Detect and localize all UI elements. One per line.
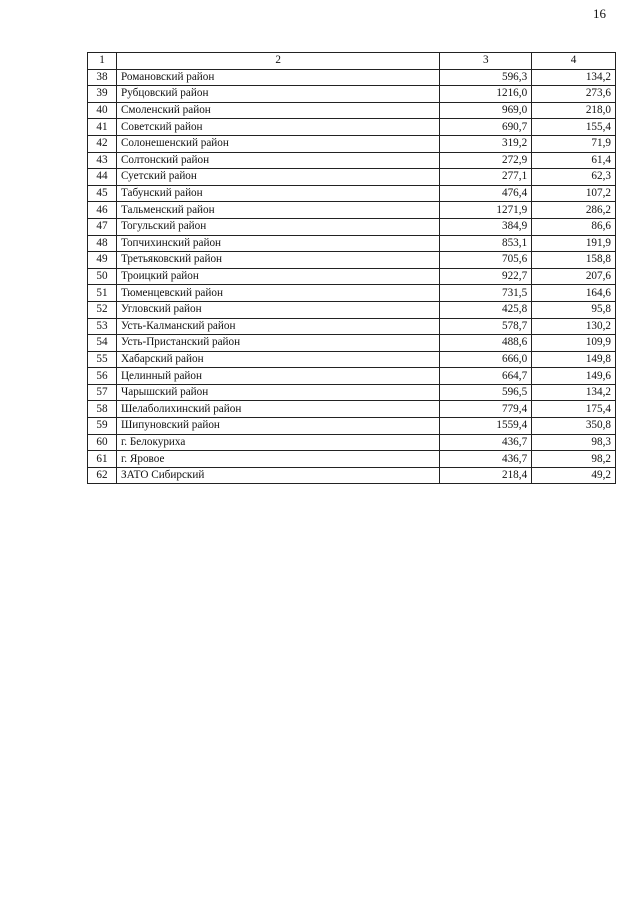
- value-col-3: 596,5: [440, 384, 532, 401]
- value-col-4: 95,8: [532, 301, 616, 318]
- table-row: [88, 169, 616, 186]
- value-col-3: 1559,4: [440, 418, 532, 435]
- value-col-3: 277,1: [440, 169, 532, 186]
- row-number: 46: [88, 202, 117, 219]
- row-number: 51: [88, 285, 117, 302]
- value-col-4: 350,8: [532, 418, 616, 435]
- value-col-4: 86,6: [532, 218, 616, 235]
- district-name: Усть-Калманский район: [116, 318, 439, 335]
- district-name: Тогульский район: [116, 218, 439, 235]
- district-name: Смоленский район: [116, 102, 439, 119]
- column-header: 2: [116, 53, 439, 70]
- value-col-3: 731,5: [440, 285, 532, 302]
- table-row: [88, 202, 616, 219]
- row-number: 45: [88, 185, 117, 202]
- district-name: Хабарский район: [116, 351, 439, 368]
- value-col-4: 109,9: [532, 335, 616, 352]
- value-col-4: 71,9: [532, 135, 616, 152]
- value-col-3: 922,7: [440, 268, 532, 285]
- row-number: 57: [88, 384, 117, 401]
- table-row: [88, 152, 616, 169]
- table-row: [88, 69, 616, 86]
- district-name: Шелаболихинский район: [116, 401, 439, 418]
- value-col-4: 134,2: [532, 69, 616, 86]
- column-header: 1: [88, 53, 117, 70]
- value-col-4: 207,6: [532, 268, 616, 285]
- table-row: [88, 401, 616, 418]
- table-row: [88, 135, 616, 152]
- district-name: Суетский район: [116, 169, 439, 186]
- district-name: Шипуновский район: [116, 418, 439, 435]
- table-row: [88, 384, 616, 401]
- district-name: Солтонский район: [116, 152, 439, 169]
- district-name: Чарышский район: [116, 384, 439, 401]
- row-number: 58: [88, 401, 117, 418]
- row-number: 60: [88, 434, 117, 451]
- table-row: [88, 301, 616, 318]
- table-body: [88, 69, 616, 484]
- data-table: [87, 52, 616, 484]
- value-col-4: 107,2: [532, 185, 616, 202]
- value-col-3: 218,4: [440, 467, 532, 484]
- table-row: [88, 102, 616, 119]
- table-row: [88, 268, 616, 285]
- district-name: ЗАТО Сибирский: [116, 467, 439, 484]
- value-col-3: 664,7: [440, 368, 532, 385]
- row-number: 39: [88, 86, 117, 103]
- value-col-3: 488,6: [440, 335, 532, 352]
- page-number: 16: [593, 6, 606, 21]
- value-col-4: 134,2: [532, 384, 616, 401]
- value-col-4: 191,9: [532, 235, 616, 252]
- value-col-3: 476,4: [440, 185, 532, 202]
- row-number: 55: [88, 351, 117, 368]
- row-number: 59: [88, 418, 117, 435]
- value-col-3: 705,6: [440, 252, 532, 269]
- district-name: Романовский район: [116, 69, 439, 86]
- row-number: 56: [88, 368, 117, 385]
- table-row: [88, 86, 616, 103]
- value-col-4: 49,2: [532, 467, 616, 484]
- district-name: Угловский район: [116, 301, 439, 318]
- district-name: Тальменский район: [116, 202, 439, 219]
- row-number: 54: [88, 335, 117, 352]
- value-col-4: 149,6: [532, 368, 616, 385]
- value-col-3: 969,0: [440, 102, 532, 119]
- value-col-3: 425,8: [440, 301, 532, 318]
- table-row: [88, 368, 616, 385]
- value-col-4: 98,2: [532, 451, 616, 468]
- district-name: Рубцовский район: [116, 86, 439, 103]
- value-col-3: 596,3: [440, 69, 532, 86]
- value-col-4: 155,4: [532, 119, 616, 136]
- value-col-3: 319,2: [440, 135, 532, 152]
- table-row: [88, 434, 616, 451]
- table-row: [88, 252, 616, 269]
- row-number: 38: [88, 69, 117, 86]
- row-number: 50: [88, 268, 117, 285]
- row-number: 52: [88, 301, 117, 318]
- column-header: 4: [532, 53, 616, 70]
- table-row: [88, 235, 616, 252]
- value-col-4: 218,0: [532, 102, 616, 119]
- value-col-4: 158,8: [532, 252, 616, 269]
- district-name: Троицкий район: [116, 268, 439, 285]
- value-col-3: 1271,9: [440, 202, 532, 219]
- value-col-4: 286,2: [532, 202, 616, 219]
- value-col-4: 130,2: [532, 318, 616, 335]
- row-number: 53: [88, 318, 117, 335]
- district-name: Топчихинский район: [116, 235, 439, 252]
- table-header-row: [88, 53, 616, 70]
- row-number: 49: [88, 252, 117, 269]
- value-col-4: 164,6: [532, 285, 616, 302]
- district-name: Табунский район: [116, 185, 439, 202]
- value-col-3: 578,7: [440, 318, 532, 335]
- table-row: [88, 467, 616, 484]
- row-number: 44: [88, 169, 117, 186]
- value-col-3: 384,9: [440, 218, 532, 235]
- row-number: 61: [88, 451, 117, 468]
- row-number: 47: [88, 218, 117, 235]
- row-number: 40: [88, 102, 117, 119]
- table-row: [88, 351, 616, 368]
- value-col-3: 436,7: [440, 434, 532, 451]
- value-col-4: 149,8: [532, 351, 616, 368]
- table-row: [88, 451, 616, 468]
- district-name: г. Яровое: [116, 451, 439, 468]
- table-row: [88, 218, 616, 235]
- district-name: Тюменцевский район: [116, 285, 439, 302]
- value-col-4: 273,6: [532, 86, 616, 103]
- value-col-3: 779,4: [440, 401, 532, 418]
- table-row: [88, 318, 616, 335]
- value-col-4: 98,3: [532, 434, 616, 451]
- row-number: 43: [88, 152, 117, 169]
- value-col-4: 61,4: [532, 152, 616, 169]
- table-row: [88, 185, 616, 202]
- district-name: г. Белокуриха: [116, 434, 439, 451]
- table-row: [88, 285, 616, 302]
- value-col-3: 666,0: [440, 351, 532, 368]
- value-col-3: 1216,0: [440, 86, 532, 103]
- value-col-3: 272,9: [440, 152, 532, 169]
- table-row: [88, 119, 616, 136]
- row-number: 48: [88, 235, 117, 252]
- value-col-3: 436,7: [440, 451, 532, 468]
- value-col-3: 690,7: [440, 119, 532, 136]
- value-col-4: 62,3: [532, 169, 616, 186]
- table-row: [88, 335, 616, 352]
- row-number: 41: [88, 119, 117, 136]
- row-number: 62: [88, 467, 117, 484]
- value-col-3: 853,1: [440, 235, 532, 252]
- district-name: Целинный район: [116, 368, 439, 385]
- table-row: [88, 418, 616, 435]
- value-col-4: 175,4: [532, 401, 616, 418]
- district-name: Усть-Пристанский район: [116, 335, 439, 352]
- district-name: Солонешенский район: [116, 135, 439, 152]
- district-name: Третьяковский район: [116, 252, 439, 269]
- row-number: 42: [88, 135, 117, 152]
- column-header: 3: [440, 53, 532, 70]
- district-name: Советский район: [116, 119, 439, 136]
